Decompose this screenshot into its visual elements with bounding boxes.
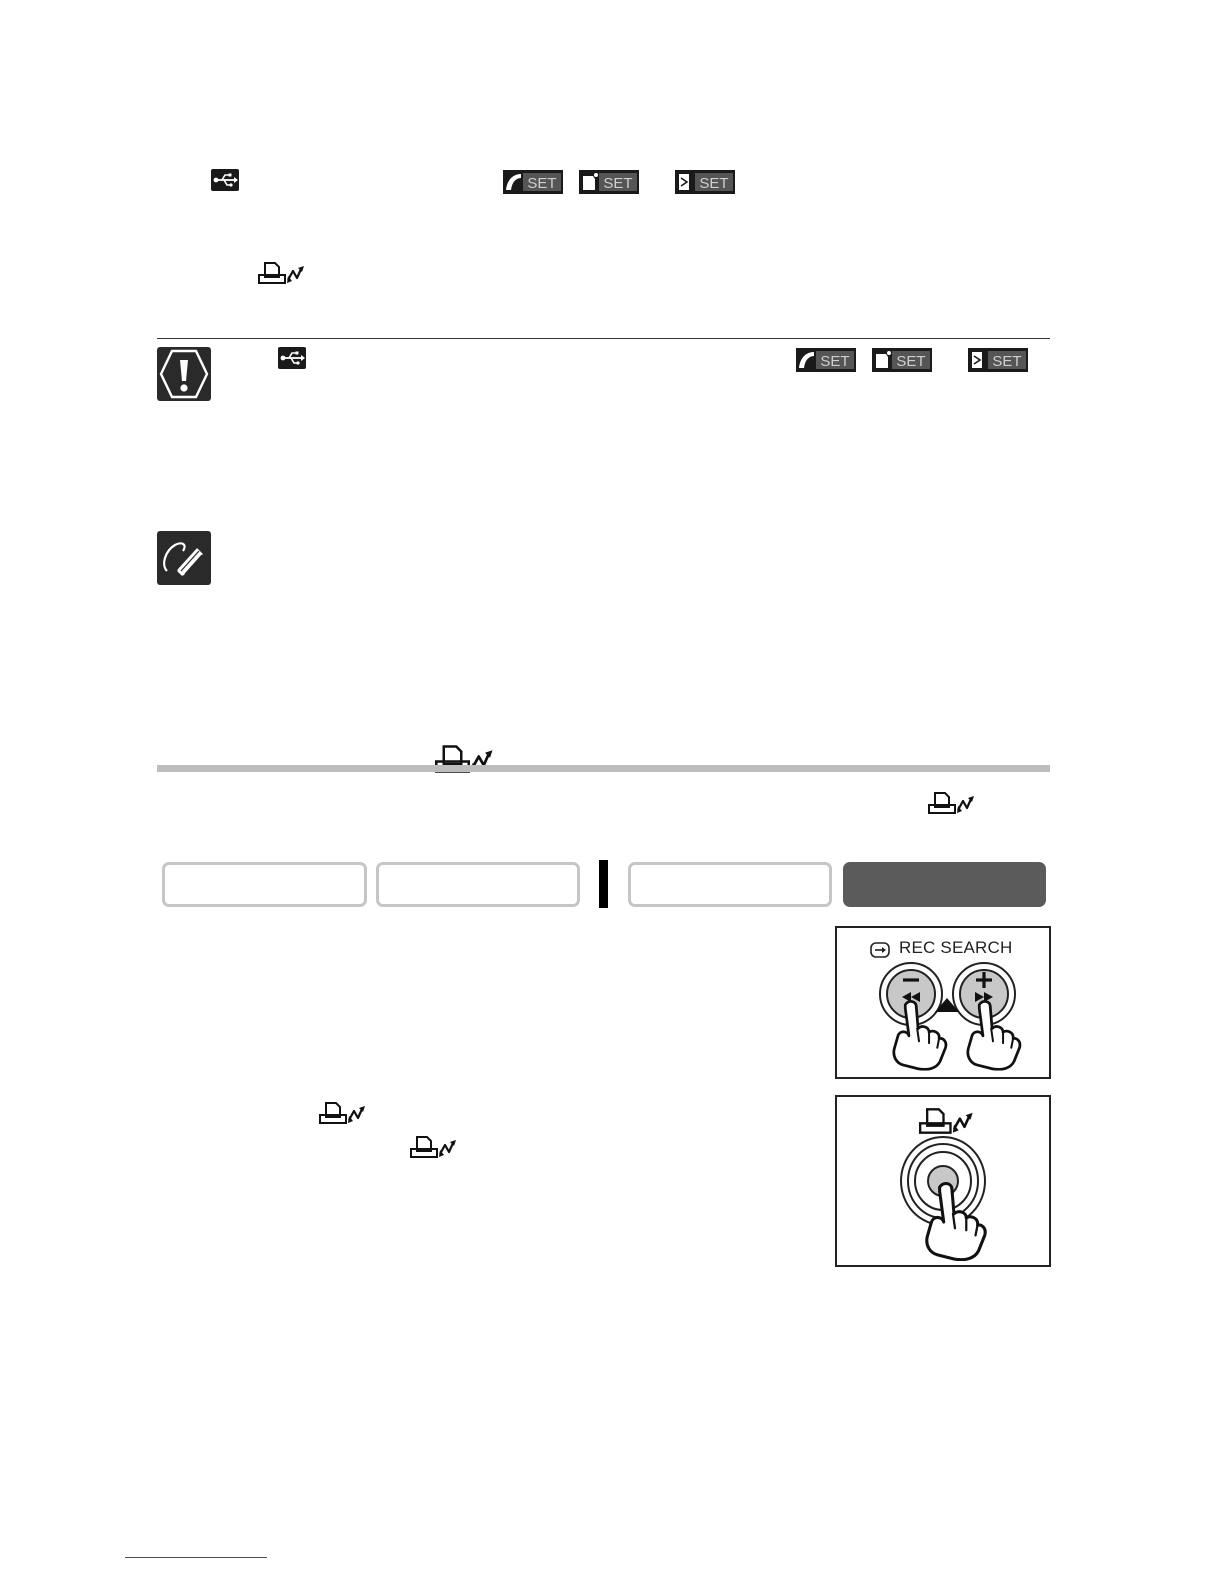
section-divider [157,338,1050,339]
rec-search-figure [835,926,1051,1079]
section-heading-bar [157,765,1050,772]
memory-set-badge [968,348,1028,372]
memory-set-badge [675,170,735,194]
mode-indicator-3 [628,862,832,907]
caution-icon [157,347,211,401]
card-set-badge [872,348,932,372]
camera-set-badge [503,170,563,194]
print-share-icon [318,1101,368,1125]
print-share-icon [927,791,977,815]
usb-icon [278,347,306,369]
mode-indicator-1 [162,862,367,907]
card-set-badge [579,170,639,194]
pressing-hand-icon [887,996,951,1072]
print-share-icon [915,1107,979,1135]
rec-search-label: REC SEARCH [899,938,1013,957]
camera-set-badge [796,348,856,372]
print-share-button-figure [835,1095,1051,1267]
print-share-icon [409,1135,459,1159]
pressing-hand-icon [961,996,1025,1072]
mode-separator [599,860,608,908]
footer-link-underline[interactable] [125,1557,267,1558]
tape-icon [870,942,890,958]
usb-icon [211,169,239,191]
mode-indicator-4-active [843,862,1046,907]
mode-indicator-2 [376,862,580,907]
print-share-icon [257,261,307,285]
note-pencil-icon [157,531,211,585]
pressing-hand-icon [919,1179,991,1261]
